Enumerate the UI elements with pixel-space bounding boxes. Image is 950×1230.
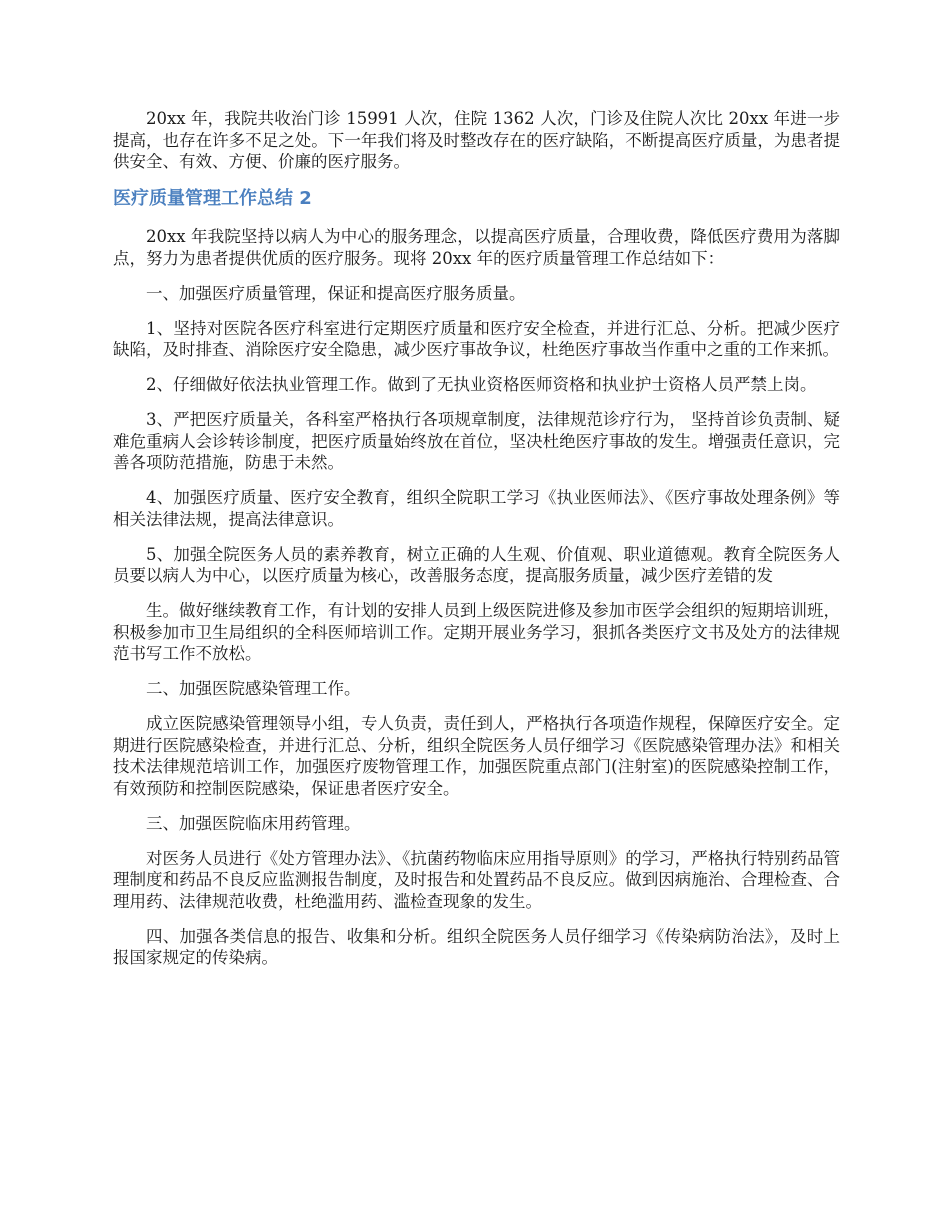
paragraph-item-5: 5、加强全院医务人员的素养教育，树立正确的人生观、价值观、职业道德观。教育全院医务人员要以病人为中心，以医疗质量为核心，改善服务态度，提高服务质量，减少医疗差错的发	[113, 544, 840, 585]
paragraph-section-two-title: 二、加强医院感染管理工作。	[146, 679, 361, 698]
paragraph-section-four: 四、加强各类信息的报告、收集和分析。组织全院医务人员仔细学习《传染病防治法》，及时上报国家规定的传染病。	[113, 926, 840, 967]
intro-paragraph: 20xx 年，我院共收治门诊 15991 人次，住院 1362 人次，门诊及住院人次比 20xx 年进一步提高，也存在许多不足之处。下一年我们将及时整改存在的医疗缺陷，不断提高医疗质量，为患者提供安全、有效、方便、价廉的医疗服务。	[113, 109, 840, 171]
paragraph-item-2: 2、仔细做好依法执业管理工作。做到了无执业资格医师资格和执业护士资格人员严禁上岗。	[146, 375, 817, 394]
section-heading: 医疗质量管理工作总结 2	[113, 188, 312, 209]
document-body	[113, 108, 840, 982]
paragraph-drug-management: 对医务人员进行《处方管理办法》、《抗菌药物临床应用指导原则》的学习，严格执行特别药品管理制度和药品不良反应监测报告制度，及时报告和处置药品不良反应。做到因病施治、合理检查、合理用药、法律规范收费，杜绝滥用药、滥检查现象的发生。	[113, 848, 840, 911]
paragraph-item-3: 3、严把医疗质量关，各科室严格执行各项规章制度，法律规范诊疗行为， 坚持首诊负责制、疑难危重病人会诊转诊制度，把医疗质量始终放在首位，坚决杜绝医疗事故的发生。增强责任意识，完善各项防范措施，防患于未然。	[113, 410, 840, 472]
paragraph-infection-control: 成立医院感染管理领导小组，专人负责，责任到人，严格执行各项造作规程，保障医疗安全。定期进行医院感染检查，并进行汇总、分析，组织全院医务人员仔细学习《医院感染管理办法》和相关技术法律规范培训工作，加强医疗废物管理工作，加强医院重点部门(注射室)的医院感染控制工作，有效预防和控制医院感染，保证患者医疗安全。	[113, 714, 840, 798]
paragraph-intro-summary: 20xx 年我院坚持以病人为中心的服务理念，以提高医疗质量，合理收费，降低医疗费用为落脚点，努力为患者提供优质的医疗服务。现将 20xx 年的医疗质量管理工作总结如下：	[113, 227, 840, 268]
paragraph-item-4: 4、加强医疗质量、医疗安全教育，组织全院职工学习《执业医师法》、《医疗事故处理条例》等相关法律法规，提高法律意识。	[113, 488, 840, 529]
paragraph-section-one-title: 一、加强医疗质量管理，保证和提高医疗服务质量。	[146, 283, 526, 303]
paragraph-item-5-continued: 生。做好继续教育工作，有计划的安排人员到上级医院进修及参加市医学会组织的短期培训班，积极参加市卫生局组织的全科医师培训工作。定期开展业务学习，狠抓各类医疗文书及处方的法律规范书写工作不放松。	[113, 601, 840, 663]
paragraph-item-1: 1、坚持对医院各医疗科室进行定期医疗质量和医疗安全检查，并进行汇总、分析。把减少医疗缺陷，及时排查、消除医疗安全隐患，减少医疗事故争议，杜绝医疗事故当作重中之重的工作来抓。	[113, 318, 840, 359]
paragraph-section-three-title: 三、加强医院临床用药管理。	[146, 813, 361, 833]
